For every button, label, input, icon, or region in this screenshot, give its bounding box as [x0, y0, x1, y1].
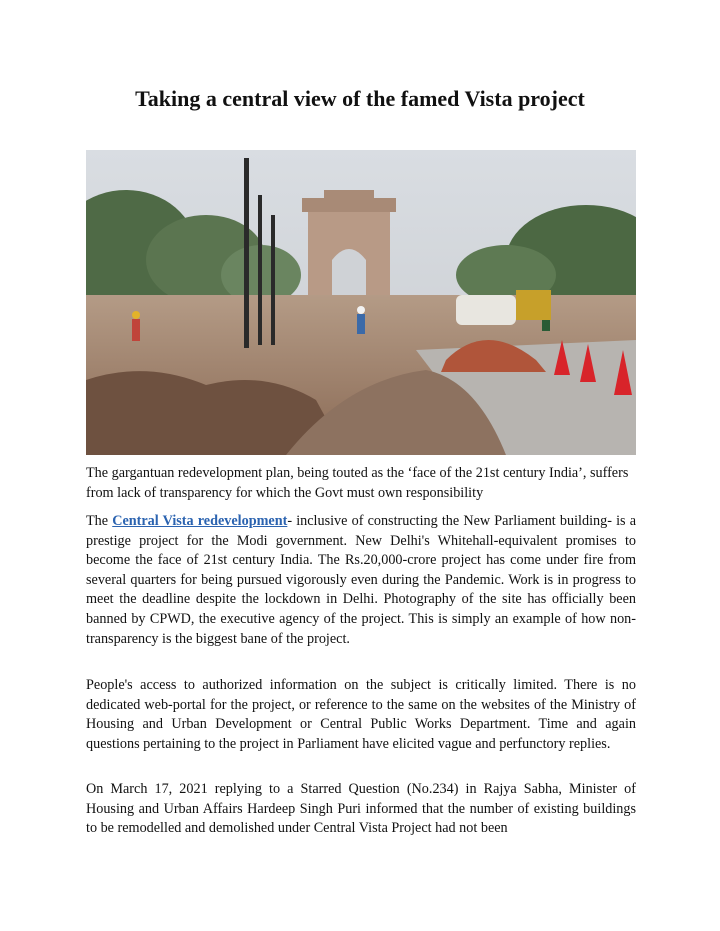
- photo-caption: The gargantuan redevelopment plan, being touted as the ‘face of the 21st century India’, suffers from lack of transparency for which the Govt must own responsibility: [86, 465, 629, 501]
- article-title: Taking a central view of the famed Vista project: [135, 86, 585, 111]
- paragraph-2: People's access to authorized information on the subject is critically limited. There is no dedicated web-portal for the project, or reference to the same on the websites of the Ministry of Housing and Urban Development or Central Public Works Department. Time and again questions pertaining to the project in Parliament have elicited vague and perfunctory replies.: [86, 677, 636, 752]
- central-vista-link[interactable]: Central Vista redevelopment: [112, 513, 288, 529]
- construction-site-photo: [86, 150, 636, 455]
- paragraph-1-body: - inclusive of constructing the New Parliament building- is a prestige project for the Modi government. New Delhi's Whitehall-equivalent promises to become the face of 21st century India. The Rs.20,000-crore project has come under fire from several quarters for being pursued vigorously even during the Pandemic. Work is in progress to meet the deadline despite the lockdown in Delhi. Photography of the site has officially been banned by CPWD, the executive agency of the project. This is simply an example of how non-transparency is the biggest bane of the project.: [86, 513, 636, 647]
- paragraph-3: On March 17, 2021 replying to a Starred Question (No.234) in Rajya Sabha, Minister of Housing and Urban Affairs Hardeep Singh Puri informed that the number of existing buildings to be remodelled and demolished under Central Vista Project had not been: [86, 781, 636, 837]
- paragraph-1: [86, 512, 636, 649]
- paragraph-1-prefix: The: [86, 513, 113, 529]
